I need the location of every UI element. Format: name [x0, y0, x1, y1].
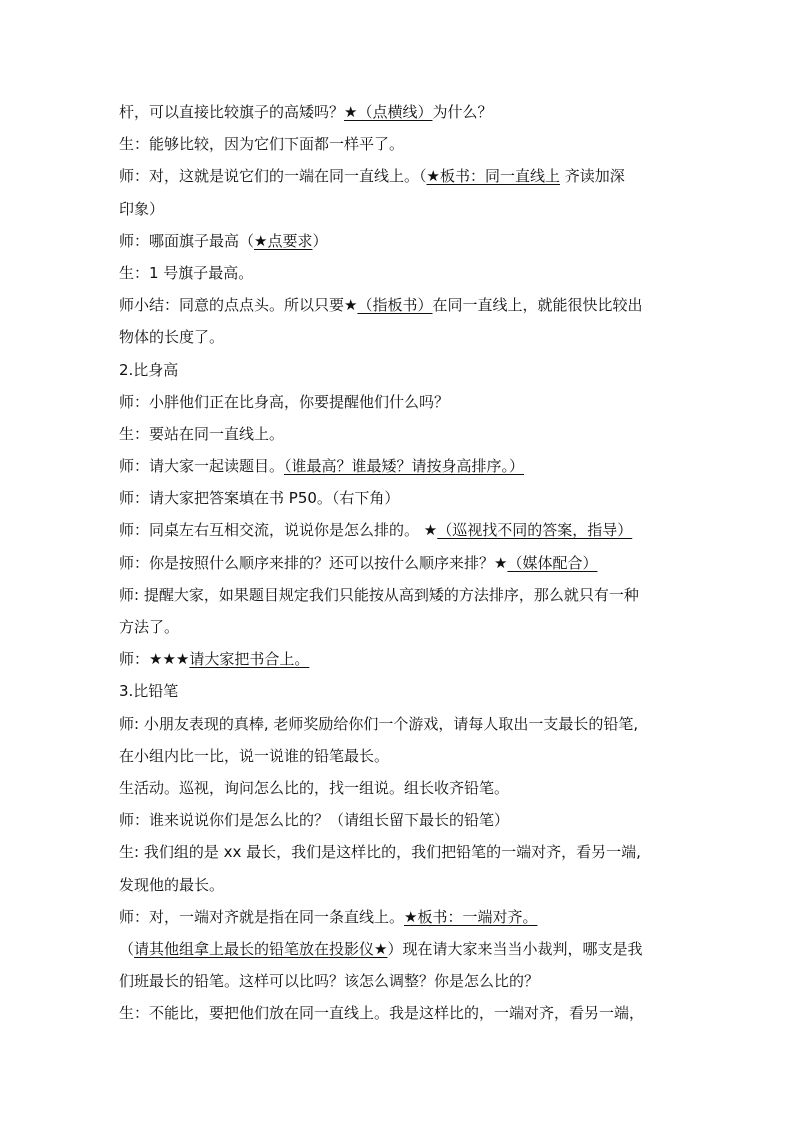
text-segment: 师：同桌左右互相交流，说说你是怎么排的。 ★ — [119, 521, 438, 540]
text-line — [119, 160, 685, 192]
text-segment: 师：★★★ — [119, 650, 190, 669]
underlined-annotation: ★（点横线） — [344, 103, 433, 121]
underlined-annotation: （指板书） — [357, 296, 433, 315]
text-line — [119, 482, 685, 514]
text-segment: 杆，可以直接比较旗子的高矮吗？ — [119, 103, 345, 121]
text-segment: 师: 提醒大家，如果题目规定我们只能按从高到矮的方法排序，那么就只有一种 — [119, 585, 639, 604]
text-segment: 师：对，一端对齐就是指在同一条直线上。 — [119, 907, 405, 926]
text-line — [119, 289, 685, 321]
text-segment: 师：哪面旗子最高（ — [119, 231, 255, 250]
underlined-annotation: 请其他组拿上最长的铅笔放在投影仪★ — [134, 939, 388, 958]
text-segment: 师：小胖他们正在比身高，你要提醒他们什么吗？ — [119, 392, 450, 411]
text-line — [119, 708, 685, 740]
text-segment: 生: 我们组的是 xx 最长，我们是这样比的，我们把铅笔的一端对齐，看另一端, — [119, 843, 641, 862]
text-segment: 生：能够比较，因为它们下面都一样平了。 — [119, 135, 405, 154]
text-segment: 为什么？ — [432, 103, 493, 121]
text-segment: 齐读加深 — [559, 167, 625, 186]
text-line — [119, 128, 685, 160]
text-segment: 生活动。巡视，询问怎么比的，找一组说。组长收齐铅笔。 — [119, 778, 510, 797]
text-line — [119, 740, 685, 772]
text-segment: （ — [119, 939, 135, 958]
text-segment: ）现在请大家来当当小裁判，哪支是我 — [387, 939, 643, 958]
text-line — [119, 997, 685, 1029]
text-line — [119, 579, 685, 611]
text-segment: 师：请大家一起读题目。 — [119, 457, 285, 476]
text-line — [119, 643, 685, 675]
text-line — [119, 772, 685, 804]
text-line — [119, 836, 685, 868]
text-segment: 3.比铅笔 — [119, 682, 179, 701]
underlined-annotation: ★板书：一端对齐。 — [404, 907, 538, 926]
text-segment: 师：谁来说说你们是怎么比的？（请组长留下最长的铅笔） — [119, 811, 510, 830]
text-line — [119, 804, 685, 836]
text-line — [119, 547, 685, 579]
text-line — [119, 611, 685, 643]
text-line — [119, 514, 685, 546]
underlined-annotation: （谁最高？谁最矮？请按身高排序。） — [284, 457, 525, 476]
underlined-annotation: ★板书：同一直线上 — [426, 167, 560, 186]
text-line — [119, 450, 685, 482]
text-segment: 师：请大家把答案填在书 P50。（右下角） — [119, 489, 400, 508]
underlined-annotation: ★点要求 — [254, 231, 313, 250]
text-line — [119, 354, 685, 386]
text-line — [119, 933, 685, 965]
text-segment: 印象） — [119, 199, 165, 218]
underlined-annotation: （巡视找不同的答案，指导） — [437, 521, 633, 540]
text-line — [119, 321, 685, 353]
text-segment: 生：1 号旗子最高。 — [119, 263, 254, 282]
text-line — [119, 965, 685, 997]
text-segment: 发现他的最长。 — [119, 875, 225, 894]
text-line — [119, 193, 685, 225]
text-segment: 在小组内比一比，说一说谁的铅笔最长。 — [119, 746, 390, 765]
text-segment: 师: 小朋友表现的真棒, 老师奖励给你们一个游戏，请每人取出一支最长的铅笔, — [119, 714, 639, 733]
text-segment: 生：不能比，要把他们放在同一直线上。我是这样比的，一端对齐，看另一端， — [119, 1004, 645, 1023]
text-segment: 师：对，这就是说它们的一端在同一直线上。（ — [119, 167, 427, 186]
text-segment: 师：你是按照什么顺序来排的？还可以按什么顺序来排？★ — [119, 553, 508, 572]
text-line — [119, 901, 685, 933]
text-segment: 们班最长的铅笔。这样可以比吗？该怎么调整？你是怎么比的？ — [119, 972, 540, 991]
text-segment: 师小结：同意的点点头。所以只要★ — [119, 296, 358, 315]
text-line — [119, 418, 685, 450]
text-segment: ） — [312, 231, 328, 250]
underlined-annotation: 请大家把书合上。 — [189, 650, 310, 669]
text-segment: 2.比身高 — [119, 360, 179, 379]
text-segment: 方法了。 — [119, 618, 180, 636]
text-line — [119, 96, 685, 128]
underlined-annotation: （媒体配合） — [507, 553, 598, 572]
text-line — [119, 257, 685, 289]
text-line — [119, 386, 685, 418]
text-segment: 生：要站在同一直线上。 — [119, 424, 285, 443]
lesson-plan-text — [119, 96, 685, 1029]
text-segment: 物体的长度了。 — [119, 328, 225, 347]
text-segment: 在同一直线上，就能很快比较出 — [432, 296, 643, 315]
text-line — [119, 225, 685, 257]
text-line — [119, 869, 685, 901]
text-line — [119, 675, 685, 707]
